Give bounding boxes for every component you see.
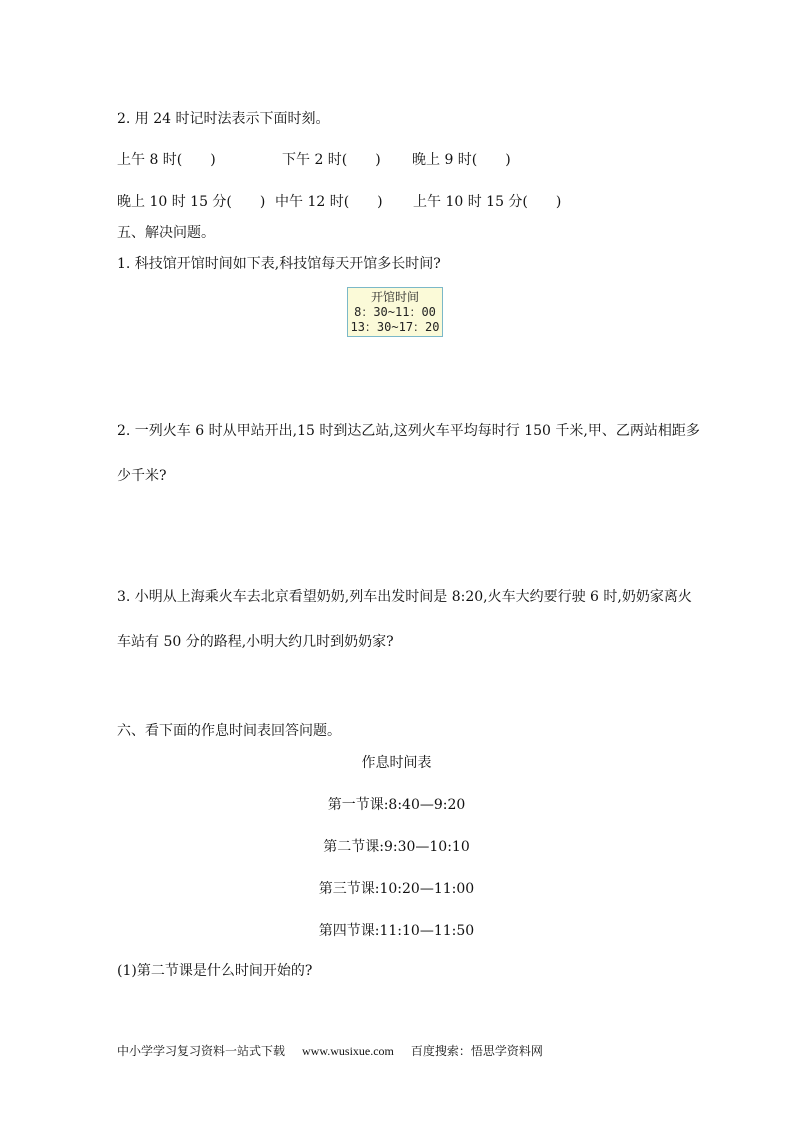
section-heading: 六、看下面的作息时间表回答问题。 (117, 723, 341, 739)
fill-in-item: 上午 8 时( ) (117, 152, 216, 168)
schedule-title: 作息时间表 (361, 755, 432, 771)
question-3-line-2: 车站有 50 分的路程,小明大约几时到奶奶家? (117, 634, 394, 650)
opening-hours-row: 13：30~17：20 (350, 320, 440, 334)
fill-in-item: 上午 10 时 15 分( ) (413, 194, 562, 210)
footer-right-text: 百度搜索：悟思学资料网 (410, 1044, 543, 1058)
footer-left-text: 中小学学习复习资料一站式下载 (117, 1044, 286, 1058)
fill-in-item: 晚上 10 时 15 分( ) (117, 194, 266, 210)
opening-hours-table (347, 287, 443, 337)
schedule-row: 第一节课:8:40—9:20 (327, 797, 466, 813)
section-heading: 五、解决问题。 (117, 225, 215, 241)
fill-in-item: 下午 2 时( ) (282, 152, 381, 168)
schedule-row: 第三节课:10:20—11:00 (318, 881, 475, 897)
question-1: 1. 科技馆开馆时间如下表,科技馆每天开馆多长时间? (117, 256, 441, 272)
fill-in-item: 中午 12 时( ) (275, 194, 383, 210)
schedule-row: 第四节课:11:10—11:50 (318, 923, 475, 939)
sub-question-1: (1)第二节课是什么时间开始的? (117, 963, 313, 979)
opening-hours-title: 开馆时间 (370, 290, 419, 304)
schedule-row: 第二节课:9:30—10:10 (323, 839, 470, 855)
page-footer (117, 1043, 557, 1059)
footer-url[interactable]: www.wusixue.com (302, 1044, 394, 1058)
opening-hours-row: 8：30~11：00 (354, 305, 436, 319)
fill-in-item: 晚上 9 时( ) (412, 152, 511, 168)
question-2-line-2: 少千米? (117, 468, 167, 484)
question-3-line-1: 3. 小明从上海乘火车去北京看望奶奶,列车出发时间是 8:20,火车大约要行驶 6 时,奶奶家离火 (117, 589, 692, 605)
question-2-line-1: 2. 一列火车 6 时从甲站开出,15 时到达乙站,这列火车平均每时行 150 千米,甲、乙两站相距多 (117, 423, 700, 439)
question-title: 2. 用 24 时记时法表示下面时刻。 (117, 111, 330, 127)
